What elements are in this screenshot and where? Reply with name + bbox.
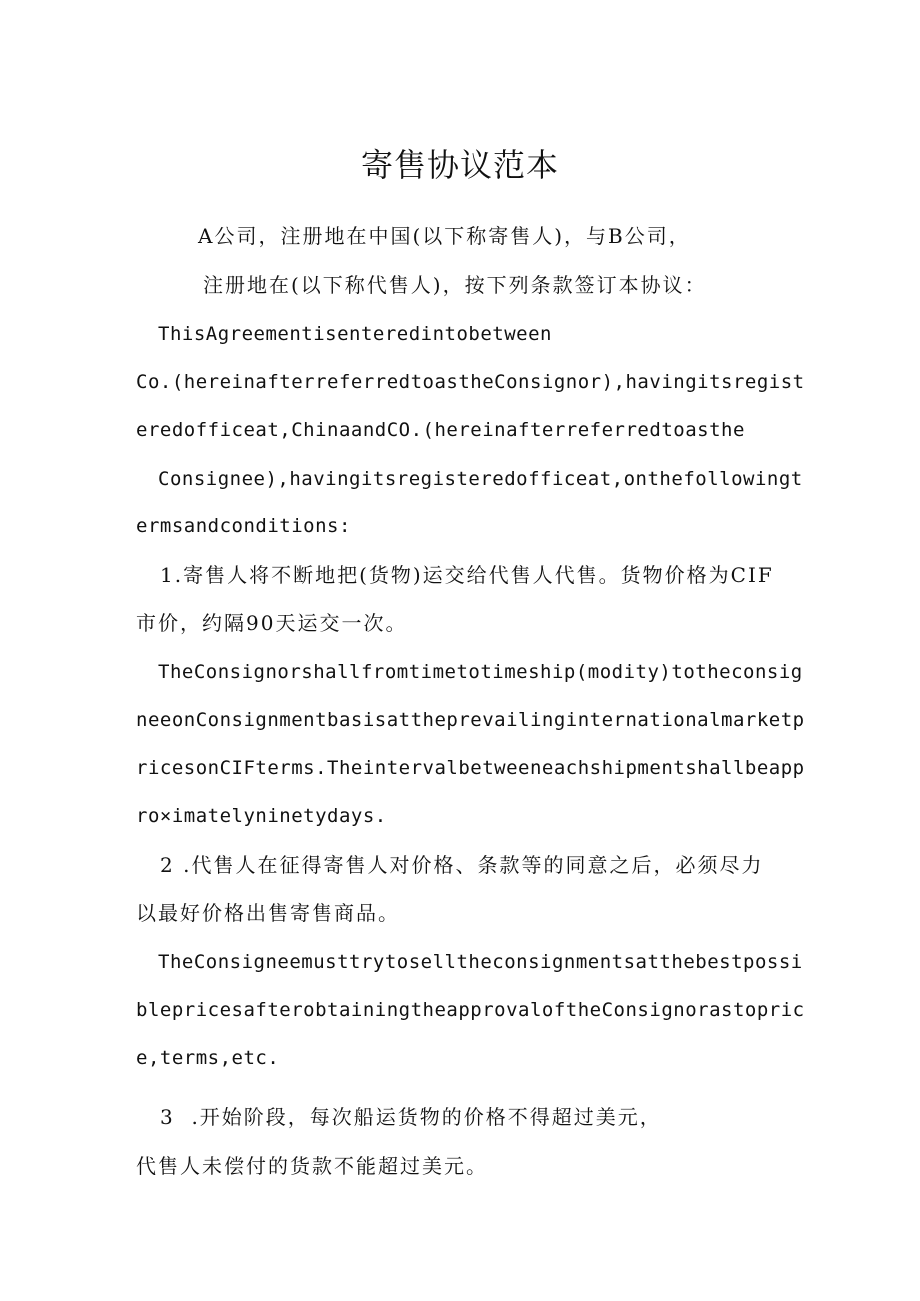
paragraph-line: TheConsigneemusttrytoselltheconsignmentsatthebestpossi — [158, 951, 803, 973]
paragraph-line: Consignee),havingitsregisteredofficeat,onthefollowingt — [158, 468, 803, 490]
document-title: 寄售协议范本 — [360, 146, 559, 184]
paragraph-line: ro×imatelyninetydays. — [136, 805, 387, 827]
paragraph-line: 以最好价格出售寄售商品。 — [136, 901, 400, 925]
paragraph-line: 3 .开始阶段，每次船运货物的价格不得超过美元， — [160, 1105, 662, 1129]
paragraph-line: 注册地在(以下称代售人)，按下列条款签订本协议： — [203, 273, 707, 297]
paragraph-line: blepricesafterobtainingtheapprovaloftheConsignorastopric — [136, 999, 805, 1021]
paragraph-line: Co.(hereinafterreferredtoastheConsignor),havingitsregist — [136, 371, 805, 393]
paragraph-line: e,terms,etc. — [136, 1047, 280, 1069]
paragraph-line: 代售人未偿付的货款不能超过美元。 — [136, 1154, 488, 1178]
paragraph-line: 市价，约隔90天运交一次。 — [136, 611, 408, 635]
paragraph-line: neeonConsignmentbasisattheprevailinginternationalmarketp — [136, 709, 805, 731]
paragraph-line: A公司，注册地在中国(以下称寄售人)，与B公司， — [198, 224, 691, 248]
paragraph-line: ermsandconditions: — [136, 515, 351, 537]
paragraph-line: 1.寄售人将不断地把(货物)运交给代售人代售。货物价格为CIF — [160, 563, 774, 587]
paragraph-line: ThisAgreementisenteredintobetween — [158, 323, 552, 345]
paragraph-line: TheConsignorshallfromtimetotimeship(modity)totheconsig — [158, 661, 803, 683]
paragraph-line: ricesonCIFterms.Theintervalbetweeneachshipmentshallbeapp — [136, 757, 805, 779]
paragraph-line: eredofficeat,ChinaandCO.(hereinafterreferredtoasthe — [136, 419, 745, 441]
paragraph-line: 2 .代售人在征得寄售人对价格、条款等的同意之后，必须尽力 — [160, 853, 764, 877]
